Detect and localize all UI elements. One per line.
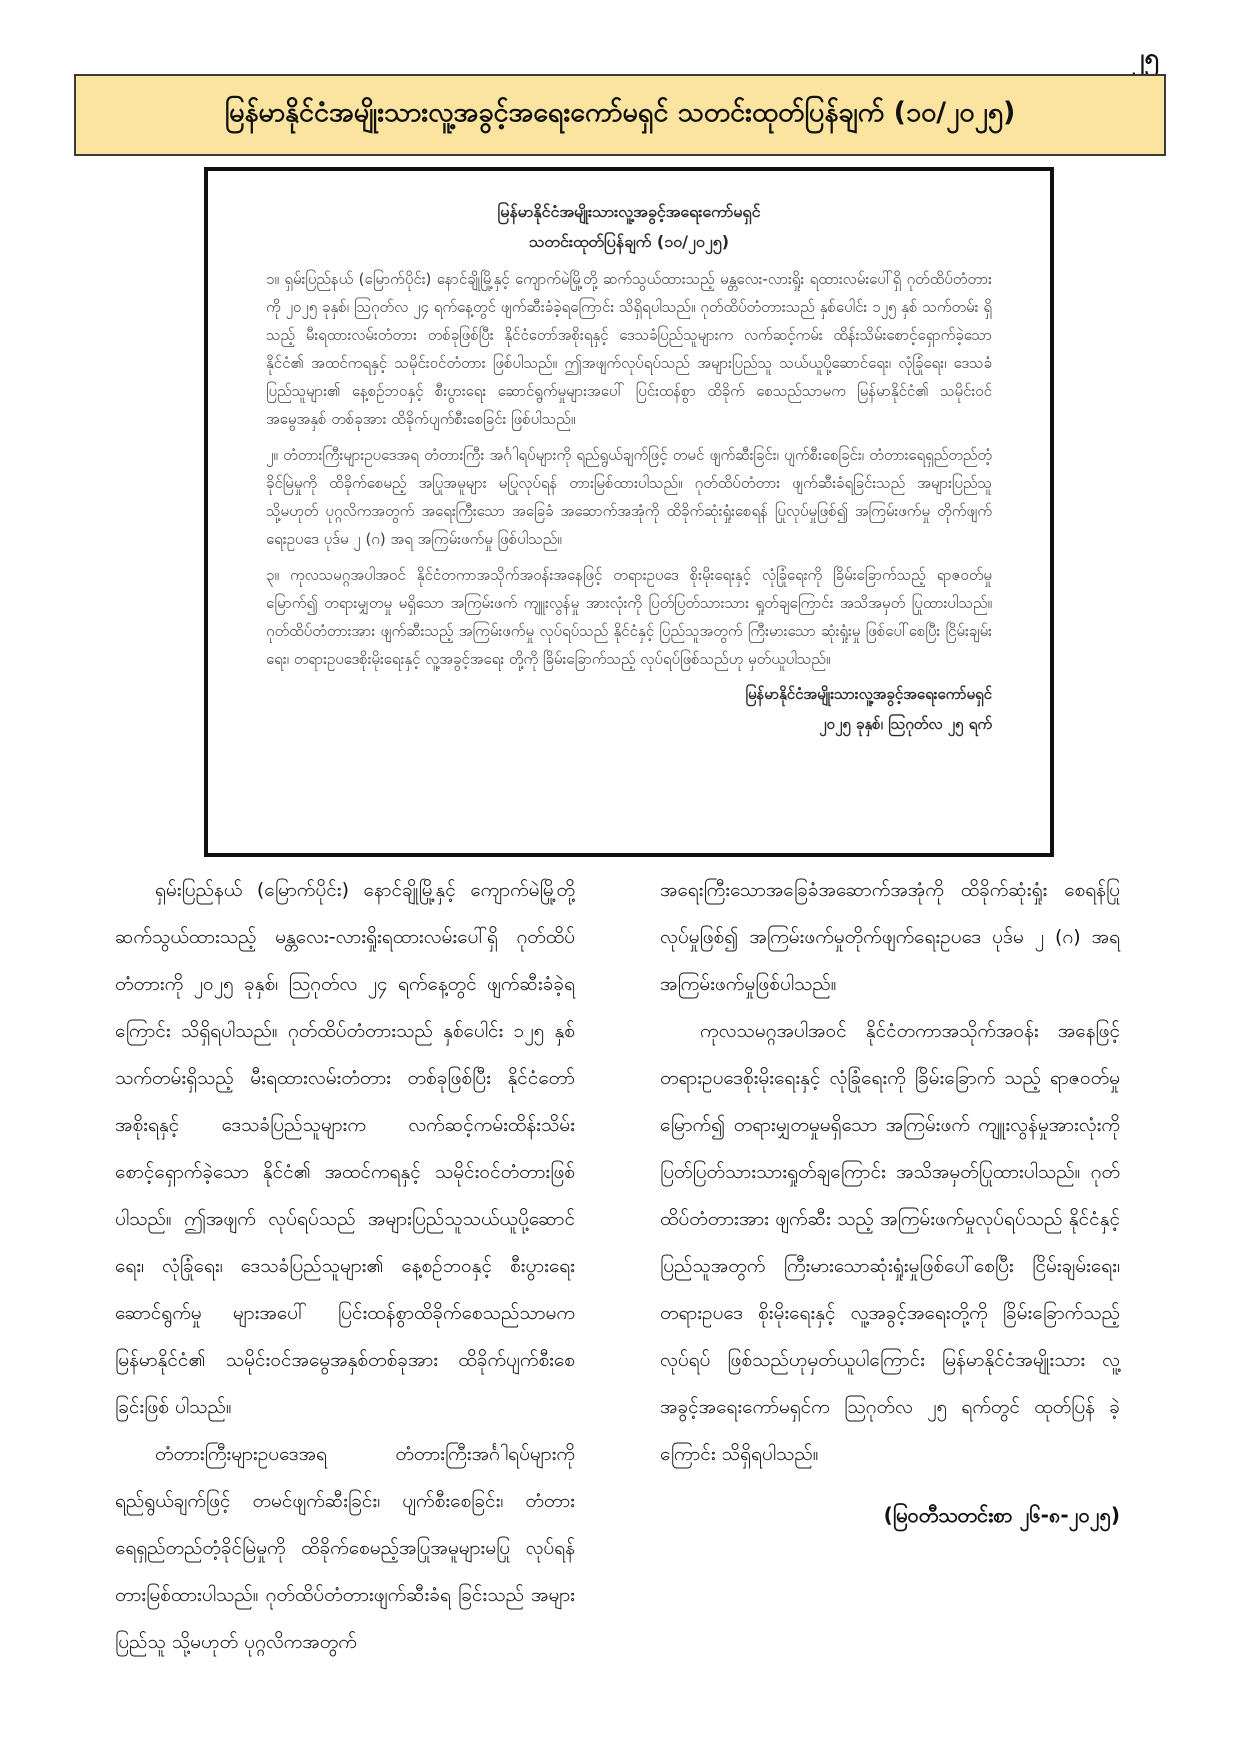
article-paragraph: ရှမ်းပြည်နယ် (မြောက်ပိုင်း) နောင်ချိုမြို့နှင့် ကျောက်မဲမြို့တို့ဆက်သွယ်ထားသည့် မန္တလေး-လားရှိုးရထားလမ်းပေါ်ရှိ ဂုတ်ထိပ်တံတားကို ၂၀၂၅ ခုနှစ်၊ ဩဂုတ်လ ၂၄ ရက်နေ့တွင် ဖျက်ဆီးခံခဲ့ရကြောင်း သိရှိရပါသည်။ ဂုတ်ထိပ်တံတားသည် နှစ်ပေါင်း ၁၂၅ နှစ် သက်တမ်းရှိသည့် မီးရထားလမ်းတံတား တစ်ခုဖြစ်ပြီး နိုင်ငံတော်အစိုးရနှင့် ဒေသခံပြည်သူများက လက်ဆင့်ကမ်းထိန်းသိမ်းစောင့်ရှောက်ခဲ့သော နိုင်ငံ၏ အထင်ကရနှင့် သမိုင်းဝင်တံတားဖြစ်ပါသည်။ ဤအဖျက် လုပ်ရပ်သည် အများပြည်သူသယ်ယူပို့ဆောင်ရေး၊ လုံခြုံရေး၊ ဒေသခံပြည်သူများ၏ နေ့စဉ်ဘဝနှင့် စီးပွားရေးဆောင်ရွက်မှု များအပေါ် ပြင်းထန်စွာထိခိုက်စေသည်သာမက မြန်မာနိုင်ငံ၏ သမိုင်းဝင်အမွေအနှစ်တစ်ခုအား ထိခိုက်ပျက်စီးစေခြင်းဖြစ် ပါသည်။ [115,879,575,1418]
title-banner [74,74,1166,156]
article-paragraph: တံတားကြီးများဥပဒေအရ တံတားကြီးအင်္ဂါရပ်များကို ရည်ရွယ်ချက်ဖြင့် တမင်ဖျက်ဆီးခြင်း၊ ပျက်စီးစေခြင်း၊ တံတား ရေရှည်တည်တံ့ခိုင်မြဲမှုကို ထိခိုက်စေမည့်အပြုအမူများမပြု လုပ်ရန်တားမြစ်ထားပါသည်။ ဂုတ်ထိပ်တံတားဖျက်ဆီးခံရ ခြင်းသည် အများပြည်သူ သို့မဟုတ် ပုဂ္ဂလိကအတွက် [115,1443,575,1653]
press-release-paragraph-3: ၃။ ကုလသမဂ္ဂအပါအဝင် နိုင်ငံတကာအသိုက်အဝန်းအနေဖြင့် တရားဥပဒေ စိုးမိုးရေးနှင့် လုံခြုံရေးကို ခြိမ်းခြောက်သည့် ရာဇဝတ်မှုမြောက်၍ တရားမျှတမှု မရှိသော အကြမ်းဖက် ကျူးလွန်မှု အားလုံးကို ပြတ်ပြတ်သားသား ရှုတ်ချကြောင်း အသိအမှတ် ပြုထားပါသည်။ ဂုတ်ထိပ်တံတားအား ဖျက်ဆီးသည့် အကြမ်းဖက်မှု လုပ်ရပ်သည် နိုင်ငံနှင့် ပြည်သူအတွက် ကြီးမားသော ဆုံးရှုံးမှု ဖြစ်ပေါ်စေပြီး ငြိမ်းချမ်းရေး၊ တရားဥပဒေစိုးမိုးရေးနှင့် လူ့အခွင့်အရေး တို့ကို ခြိမ်းခြောက်သည့် လုပ်ရပ်ဖြစ်သည်ဟု မှတ်ယူပါသည်။ [266,566,992,668]
page-title: မြန်မာနိုင်ငံအမျိုးသားလူ့အခွင့်အရေးကော်မရှင် သတင်းထုတ်ပြန်ချက် (၁၀/၂၀၂၅) [224,97,1016,128]
press-release-signature-date: ၂၀၂၅ ခုနှစ်၊ ဩဂုတ်လ ၂၅ ရက် [819,715,992,733]
press-release-signature-org: မြန်မာနိုင်ငံအမျိုးသားလူ့အခွင့်အရေးကော်မရှင် [745,685,992,703]
press-release-content [266,197,992,739]
article-paragraph: အရေးကြီးသောအခြေခံအဆောက်အအုံကို ထိခိုက်ဆုံးရှုံး စေရန်ပြုလုပ်မှုဖြစ်၍ အကြမ်းဖက်မှုတိုက်ဖျက်ရေးဥပဒေ ပုဒ်မ ၂ (ဂ) အရ အကြမ်းဖက်မှုဖြစ်ပါသည်။ [660,879,1120,995]
article-paragraph: ကုလသမဂ္ဂအပါအဝင် နိုင်ငံတကာအသိုက်အဝန်း အနေဖြင့် တရားဥပဒေစိုးမိုးရေးနှင့် လုံခြုံရေးကို ခြိမ်းခြောက် သည့် ရာဇဝတ်မှုမြောက်၍ တရားမျှတမှုမရှိသော အကြမ်းဖက် ကျူးလွန်မှုအားလုံးကို ပြတ်ပြတ်သားသားရှုတ်ချကြောင်း အသိအမှတ်ပြုထားပါသည်။ ဂုတ်ထိပ်တံတားအား ဖျက်ဆီး သည့် အကြမ်းဖက်မှုလုပ်ရပ်သည် နိုင်ငံနှင့် ပြည်သူအတွက် ကြီးမားသောဆုံးရှုံးမှုဖြစ်ပေါ်စေပြီး ငြိမ်းချမ်းရေး၊ တရားဥပဒေ စိုးမိုးရေးနှင့် လူ့အခွင့်အရေးတို့ကို ခြိမ်းခြောက်သည့် လုပ်ရပ် ဖြစ်သည်ဟုမှတ်ယူပါကြောင်း မြန်မာနိုင်ငံအမျိုးသား လူ့အခွင့်အရေးကော်မရှင်က ဩဂုတ်လ ၂၅ ရက်တွင် ထုတ်ပြန် ခဲ့ကြောင်း သိရှိရပါသည်။ [660,1020,1120,1465]
press-release-image [204,167,1054,857]
press-release-heading-title: သတင်းထုတ်ပြန်ချက် (၁၀/၂၀၂၅) [528,232,730,251]
press-release-heading-org: မြန်မာနိုင်ငံအမျိုးသားလူ့အခွင့်အရေးကော်မရှင် [497,202,761,221]
article-column-left [115,867,575,1666]
press-release-paragraph-1: ၁။ ရှမ်းပြည်နယ် (မြောက်ပိုင်း) နောင်ချိုမြို့နှင့် ကျောက်မဲမြို့တို့ ဆက်သွယ်ထားသည့် မန္တလေး-လားရှိုး ရထားလမ်းပေါ်ရှိ ဂုတ်ထိပ်တံတားကို ၂၀၂၅ ခုနှစ်၊ ဩဂုတ်လ ၂၄ ရက်နေ့တွင် ဖျက်ဆီးခံခဲ့ရကြောင်း သိရှိရပါသည်။ ဂုတ်ထိပ်တံတားသည် နှစ်ပေါင်း ၁၂၅ နှစ် သက်တမ်း ရှိသည့် မီးရထားလမ်းတံတား တစ်ခုဖြစ်ပြီး နိုင်ငံတော်အစိုးရနှင့် ဒေသခံပြည်သူများက လက်ဆင့်ကမ်း ထိန်းသိမ်းစောင့်ရှောက်ခဲ့သော နိုင်ငံ၏ အထင်ကရနှင့် သမိုင်းဝင်တံတား ဖြစ်ပါသည်။ ဤအဖျက်လုပ်ရပ်သည် အများပြည်သူ သယ်ယူပို့ဆောင်ရေး၊ လုံခြုံရေး၊ ဒေသခံပြည်သူများ၏ နေ့စဉ်ဘဝနှင့် စီးပွားရေး ဆောင်ရွက်မှုများအပေါ် ပြင်းထန်စွာ ထိခိုက် စေသည်သာမက မြန်မာနိုင်ငံ၏ သမိုင်းဝင်အမွေအနှစ် တစ်ခုအား ထိခိုက်ပျက်စီးစေခြင်း ဖြစ်ပါသည်။ [266,270,992,428]
press-release-paragraph-2: ၂။ တံတားကြီးများဥပဒေအရ တံတားကြီး အင်္ဂါရပ်များကို ရည်ရွယ်ချက်ဖြင့် တမင် ဖျက်ဆီးခြင်း၊ ပျက်စီးစေခြင်း၊ တံတားရေရှည်တည်တံ့ခိုင်မြဲမှုကို ထိခိုက်စေမည့် အပြုအမူများ မပြုလုပ်ရန် တားမြစ်ထားပါသည်။ ဂုတ်ထိပ်တံတား ဖျက်ဆီးခံရခြင်းသည် အများပြည်သူ သို့မဟုတ် ပုဂ္ဂလိကအတွက် အရေးကြီးသော အခြေခံ အဆောက်အအုံကို ထိခိုက်ဆုံးရှုံးစေရန် ပြုလုပ်မှုဖြစ်၍ အကြမ်းဖက်မှု တိုက်ဖျက်ရေးဥပဒေ ပုဒ်မ ၂ (ဂ) အရ အကြမ်းဖက်မှု ဖြစ်ပါသည်။ [266,446,992,548]
article-column-right [660,867,1120,1539]
article-source: (မြဝတီသတင်းစာ ၂၆-၈-၂၀၂၅) [883,1503,1120,1527]
page-number: ၂၅ [1131,43,1159,73]
